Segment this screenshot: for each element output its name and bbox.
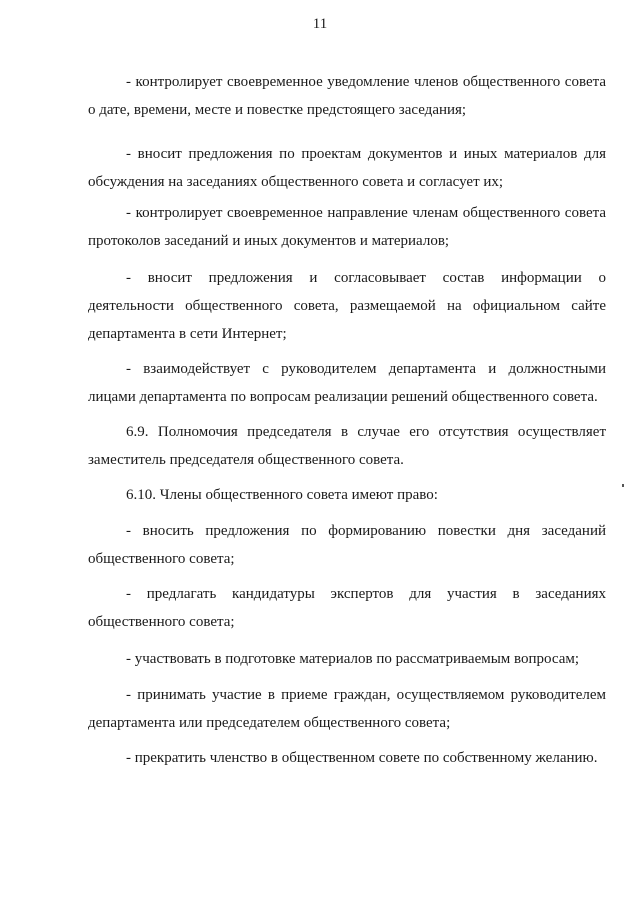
paragraph-8 [88,517,606,573]
scan-speck [622,484,624,487]
paragraph-line: общественного совета; [88,551,235,567]
paragraph-line: - вносить предложения по формированию повестки дня заседаний [126,523,606,539]
paragraph-4 [88,264,606,348]
paragraph-line: - взаимодействует с руководителем департамента и должностными [126,361,606,377]
paragraph-line: 6.9. Полномочия председателя в случае его отсутствия осуществляет [126,424,606,440]
paragraph-7 [88,481,606,509]
paragraph-10 [88,645,606,673]
paragraph-line: - контролирует своевременное уведомление членов общественного совета [126,74,606,90]
paragraph-line: департамента в сети Интернет; [88,326,287,342]
page-number: 11 [312,16,328,32]
paragraph-11 [88,681,606,737]
paragraph-line: - участвовать в подготовке материалов по рассматриваемым вопросам; [126,651,580,667]
paragraph-line: деятельности общественного совета, размещаемой на официальном сайте [88,298,606,314]
paragraph-line: департамента или председателем общественного совета; [88,715,451,731]
paragraph-line: о дате, времени, месте и повестке предстоящего заседания; [88,102,467,118]
paragraph-line: - вносит предложения и согласовывает состав информации о [126,270,606,286]
paragraph-line: заместитель председателя общественного совета. [88,452,404,468]
paragraph-12 [88,744,606,772]
paragraph-line: 6.10. Члены общественного совета имеют право: [126,487,438,503]
paragraph-line: - вносит предложения по проектам документов и иных материалов для [126,146,606,162]
paragraph-line: протоколов заседаний и иных документов и материалов; [88,233,450,249]
paragraph-5 [88,355,606,411]
paragraph-line: общественного совета; [88,614,235,630]
paragraph-1 [88,68,606,124]
paragraph-2 [88,140,606,196]
paragraph-line: - принимать участие в приеме граждан, осуществляемом руководителем [126,687,606,703]
paragraph-3 [88,199,606,255]
paragraph-line: - контролирует своевременное направление членам общественного совета [126,205,606,221]
paragraph-line: лицами департамента по вопросам реализации решений общественного совета. [88,389,598,405]
paragraph-9 [88,580,606,636]
paragraph-line: - прекратить членство в общественном совете по собственному желанию. [126,750,598,766]
paragraph-6 [88,418,606,474]
paragraph-line: - предлагать кандидатуры экспертов для участия в заседаниях [126,586,606,602]
paragraph-line: обсуждения на заседаниях общественного совета и согласует их; [88,174,504,190]
